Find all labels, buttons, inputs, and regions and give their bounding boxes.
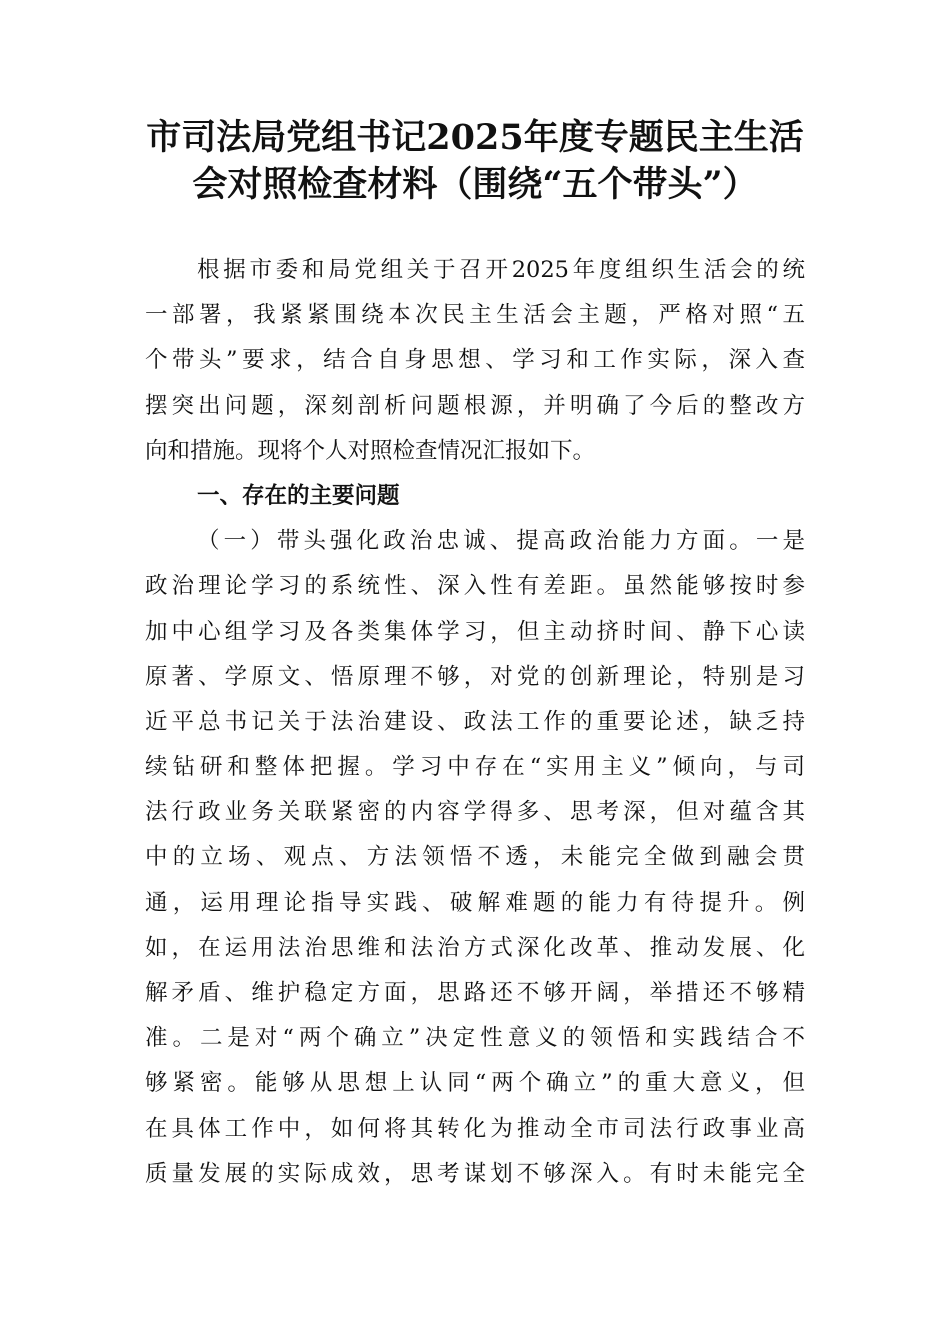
- document-body: [145, 248, 805, 1197]
- title-line-2: 会对照检查材料（围绕“五个带头”）: [192, 164, 758, 205]
- subsection-heading: （一）带头强化政治忠诚、提高政治能力方面。: [197, 528, 756, 555]
- body-line: 中的立场、观点、方法领悟不透，未能完全做到融会贯: [145, 844, 805, 871]
- body-line: 通，运用理论指导实践、破解难题的能力有待提升。例: [145, 889, 805, 916]
- subsection-first-line: [145, 519, 805, 564]
- body-line: 够紧密。能够从思想上认同“两个确立”的重大意义，但: [145, 1070, 805, 1097]
- document-title: [140, 114, 810, 208]
- body-line: 准。二是对“两个确立”决定性意义的领悟和实践结合不: [145, 1025, 805, 1052]
- body-line: 政治理论学习的系统性、深入性有差距。虽然能够按时参: [145, 573, 805, 600]
- body-line: 法行政业务关联紧密的内容学得多、思考深，但对蕴含其: [145, 799, 805, 826]
- body-line: 如，在运用法治思维和法治方式深化改革、推动发展、化: [145, 934, 805, 961]
- intro-line: 一部署，我紧紧围绕本次民主生活会主题，严格对照“五: [145, 302, 805, 329]
- body-line: 解矛盾、维护稳定方面，思路还不够开阔，举措还不够精: [145, 980, 805, 1006]
- section-heading: 一、存在的主要问题: [197, 482, 400, 509]
- intro-line: 根据市委和局党组关于召开2025年度组织生活会的统: [197, 257, 805, 283]
- body-line: 质量发展的实际成效，思考谋划不够深入。有时未能完全: [145, 1160, 805, 1187]
- intro-line: 向和措施。现将个人对照检查情况汇报如下。: [145, 437, 596, 464]
- body-line: 在具体工作中，如何将其转化为推动全市司法行政事业高: [145, 1115, 805, 1142]
- body-line: 加中心组学习及各类集体学习，但主动挤时间、静下心读: [145, 618, 805, 645]
- title-line-1: 市司法局党组书记2025年度专题民主生活: [146, 117, 804, 158]
- intro-line: 摆突出问题，深刻剖析问题根源，并明确了今后的整改方: [145, 392, 805, 419]
- body-line: 近平总书记关于法治建设、政法工作的重要论述，缺乏持: [145, 708, 805, 735]
- body-line: 原著、学原文、悟原理不够，对党的创新理论，特别是习: [145, 663, 805, 690]
- body-line: 续钻研和整体把握。学习中存在“实用主义”倾向，与司: [145, 754, 805, 781]
- subsection-first-tail: 一是: [755, 528, 805, 555]
- intro-line: 个带头”要求，结合自身思想、学习和工作实际，深入查: [145, 347, 805, 374]
